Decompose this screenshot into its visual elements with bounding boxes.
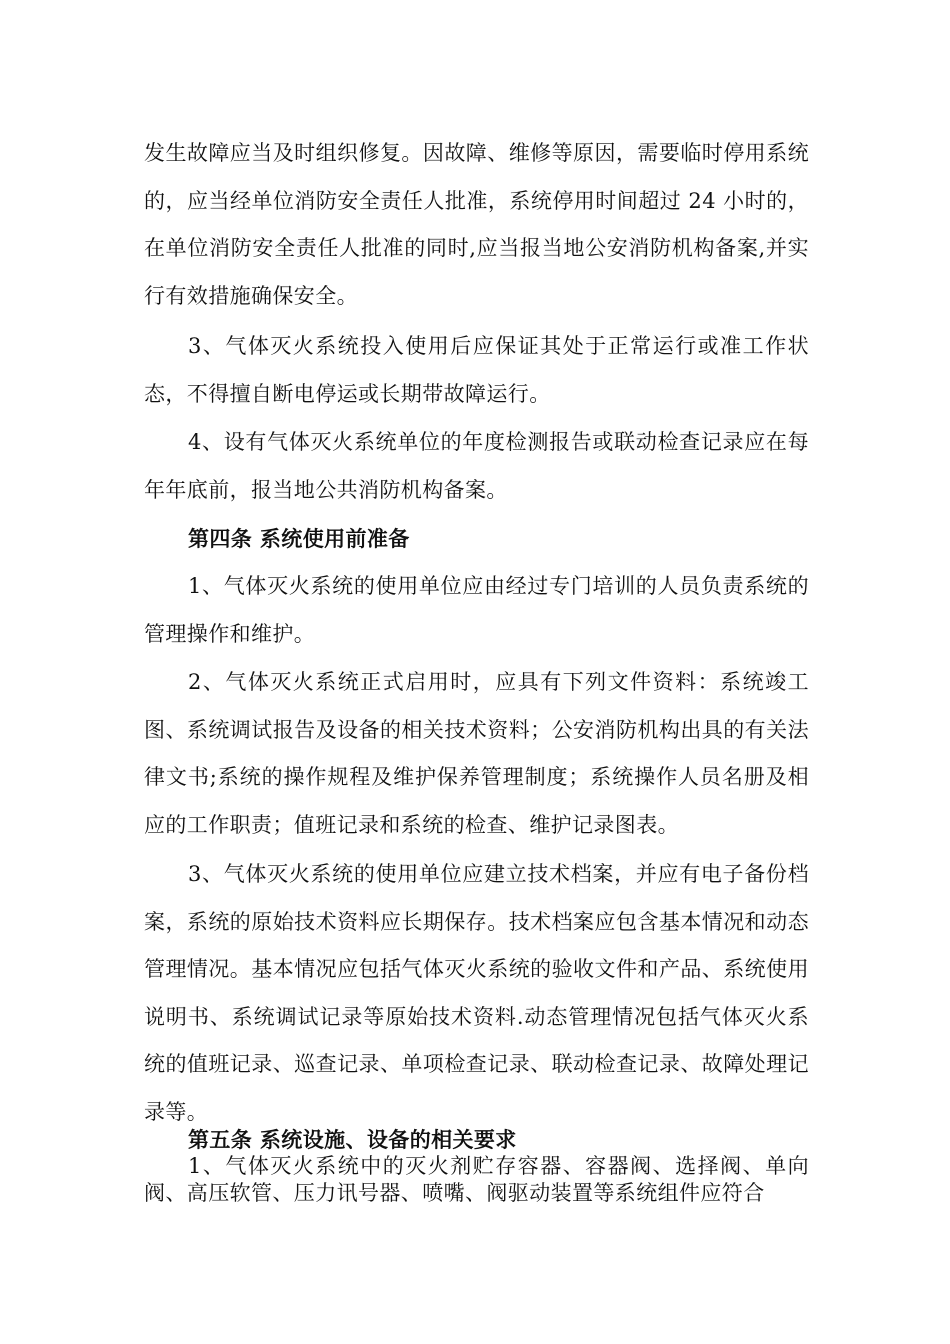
paragraph-item-3: 3、气体灭火系统投入使用后应保证其处于正常运行或准工作状态，不得擅自断电停运或长期带故障运行。 [144,334,809,406]
article-5-heading: 第五条 系统设施、设备的相关要求 [188,1127,517,1152]
paragraph-item-4: 4、设有气体灭火系统单位的年度检测报告或联动检查记录应在每年年底前，报当地公共消防机构备案。 [144,430,809,502]
article-4-item-3: 3、气体灭火系统的使用单位应建立技术档案，并应有电子备份档案，系统的原始技术资料应长期保存。技术档案应包含基本情况和动态管理情况。基本情况应包括气体灭火系统的验收文件和产品、系统使用说明书、系统调试记录等原始技术资料.动态管理情况包括气体灭火系统的值班记录、巡查记录、单项检查记录、联动检查记录、故障处理记录等。 [144,862,809,1124]
article-4-heading: 第四条 系统使用前准备 [188,526,410,551]
article-5-item-1: 1、气体灭火系统中的灭火剂贮存容器、容器阀、选择阀、单向阀、高压软管、压力讯号器、喷嘴、阀驱动装置等系统组件应符合 [144,1154,809,1205]
article-4-item-2: 2、气体灭火系统正式启用时，应具有下列文件资料：系统竣工图、系统调试报告及设备的相关技术资料；公安消防机构出具的有关法律文书;系统的操作规程及维护保养管理制度；系统操作人员名册及相应的工作职责；值班记录和系统的检查、维护记录图表。 [144,670,809,837]
paragraph-continued: 发生故障应当及时组织修复。因故障、维修等原因，需要临时停用系统的，应当经单位消防安全责任人批准，系统停用时间超过 24 小时的，在单位消防安全责任人批准的同时,应当报当地公安消防机构备案,并实行有效措施确保安全。 [144,141,809,308]
article-4-item-1: 1、气体灭火系统的使用单位应由经过专门培训的人员负责系统的管理操作和维护。 [144,574,809,646]
